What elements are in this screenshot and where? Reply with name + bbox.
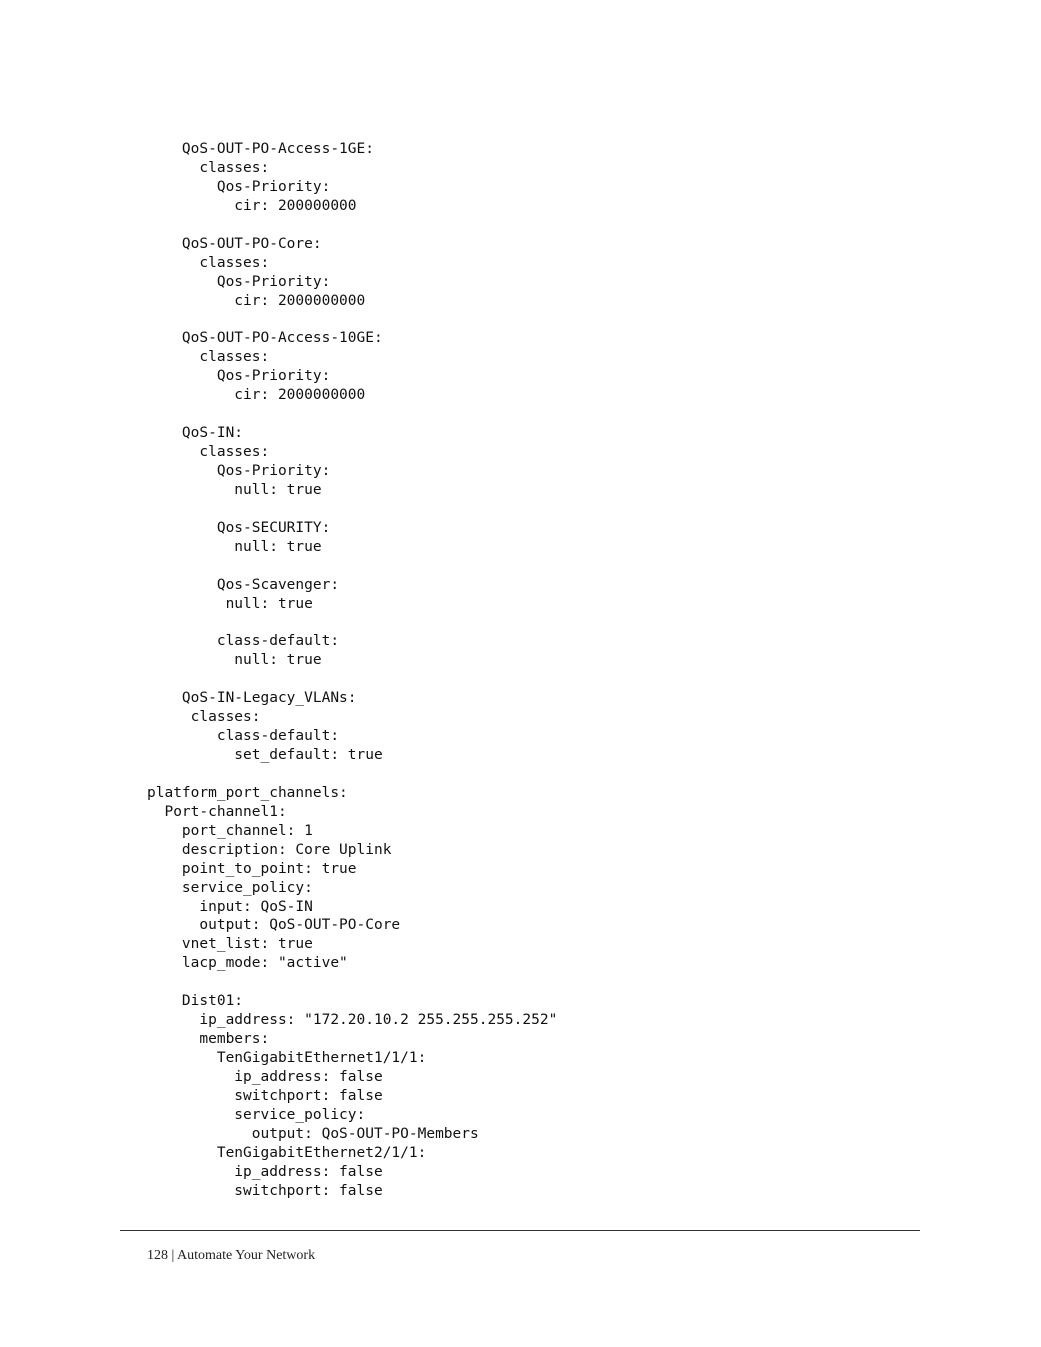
code-line: classes: <box>147 159 270 176</box>
code-line: Qos-Scavenger: <box>147 576 340 593</box>
code-line: vnet_list: true <box>147 936 313 953</box>
code-line <box>147 557 557 576</box>
code-line: Port-channel1: <box>147 803 287 820</box>
code-line: lacp_mode: "active" <box>147 955 348 972</box>
code-line: Dist01: <box>147 993 244 1010</box>
page-footer: 128 | Automate Your Network <box>147 1248 316 1263</box>
code-line: cir: 2000000000 <box>147 387 366 404</box>
code-line: null: true <box>147 652 322 669</box>
code-line: Qos-Priority: <box>147 462 331 479</box>
code-line <box>147 500 557 519</box>
code-line: QoS-OUT-PO-Access-1GE: <box>147 141 374 157</box>
code-line: members: <box>147 1031 270 1048</box>
code-line: Qos-SECURITY: <box>147 519 331 536</box>
code-line: service_policy: <box>147 879 313 896</box>
code-line: port_channel: 1 <box>147 822 313 839</box>
code-line <box>147 216 557 235</box>
code-line: TenGigabitEthernet1/1/1: <box>147 1050 427 1066</box>
code-line <box>147 613 557 632</box>
code-line: Qos-Priority: <box>147 273 331 290</box>
code-line: ip_address: false <box>147 1068 383 1085</box>
code-line <box>147 310 557 329</box>
code-line: null: true <box>147 481 322 498</box>
code-listing <box>147 140 557 1201</box>
code-line: ip_address: "172.20.10.2 255.255.255.252" <box>147 1012 558 1029</box>
code-line: QoS-IN: <box>147 425 244 442</box>
code-line: service_policy: <box>147 1106 366 1123</box>
code-line: classes: <box>147 444 270 460</box>
code-line <box>147 405 557 424</box>
code-line: Qos-Priority: <box>147 178 331 195</box>
code-line: point_to_point: true <box>147 860 357 877</box>
code-line: null: true <box>147 538 322 555</box>
code-line: Qos-Priority: <box>147 368 331 385</box>
footer-divider <box>120 1230 920 1231</box>
code-line: classes: <box>147 349 270 366</box>
code-line: set_default: true <box>147 747 383 763</box>
code-line: platform_port_channels: <box>147 784 348 801</box>
code-line: ip_address: false <box>147 1163 383 1180</box>
code-line: QoS-OUT-PO-Access-10GE: <box>147 330 383 347</box>
code-line: output: QoS-OUT-PO-Core <box>147 917 401 934</box>
code-line: QoS-OUT-PO-Core: <box>147 235 322 252</box>
code-line <box>147 973 557 992</box>
code-line: QoS-IN-Legacy_VLANs: <box>147 690 357 707</box>
code-line <box>147 670 557 689</box>
code-line: cir: 200000000 <box>147 197 357 214</box>
code-line: description: Core Uplink <box>147 841 392 858</box>
code-line: TenGigabitEthernet2/1/1: <box>147 1144 427 1161</box>
code-line: classes: <box>147 709 261 726</box>
code-line <box>147 765 557 784</box>
code-line: class-default: <box>147 633 340 650</box>
code-line: classes: <box>147 254 270 271</box>
code-line: class-default: <box>147 728 340 745</box>
code-line: cir: 2000000000 <box>147 292 366 309</box>
code-line: output: QoS-OUT-PO-Members <box>147 1125 479 1142</box>
code-line: switchport: false <box>147 1182 383 1199</box>
code-line: null: true <box>147 595 313 612</box>
code-line: switchport: false <box>147 1087 383 1104</box>
code-line: input: QoS-IN <box>147 898 313 915</box>
